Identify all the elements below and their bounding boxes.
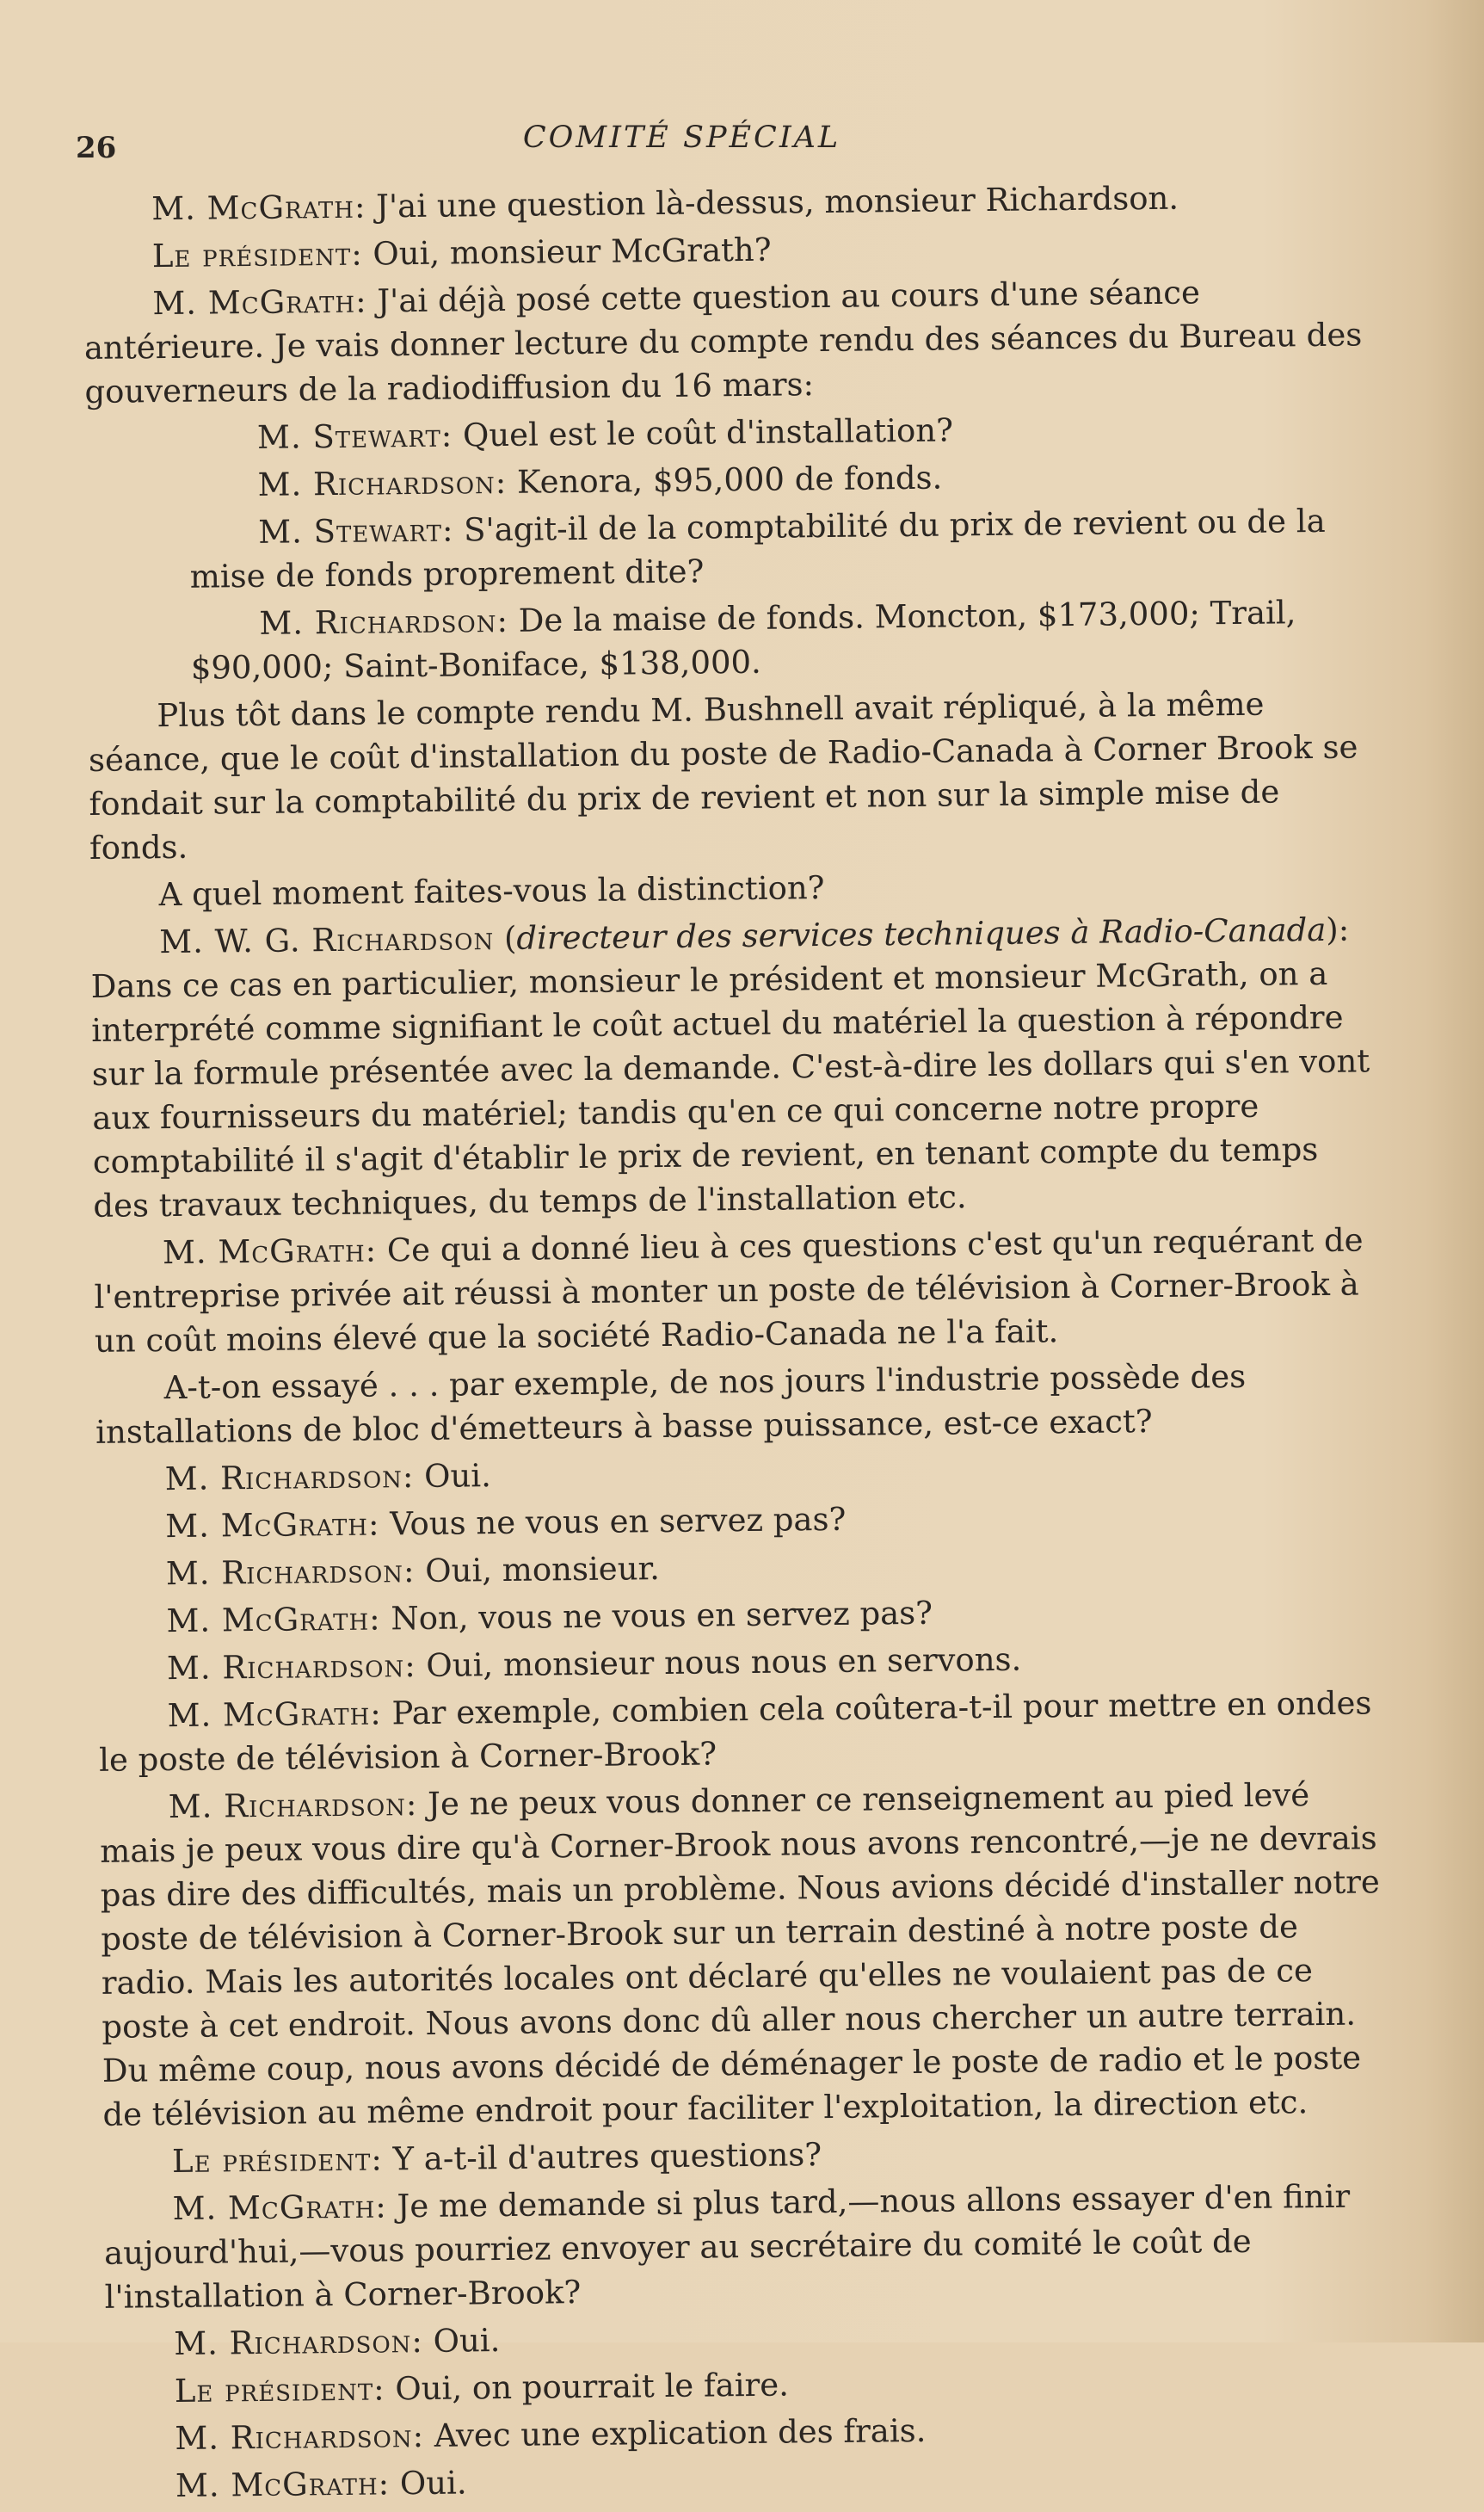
speaker-name: M. McGrath: <box>151 188 366 228</box>
speaker-name: M. W. G. Richardson <box>158 920 495 961</box>
quoted-paragraph <box>189 498 1377 598</box>
speaker-name: M. Richardson: <box>164 1458 415 1498</box>
quoted-paragraph <box>188 451 1376 507</box>
paragraph-text: : Dans ce cas en particulier, monsieur le président et monsieur McGrath, on a interprété comme signifiant le coût actuel du matériel la question à répondre sur la formule présentée avec la demande. C'est-à-dire les dollars qui s'en vont aux fournisseurs du matériel; tandis qu'en ce qui concerne notre propre comptabilité il s'agit d'établir le prix de revient, en tenant compte du temps des travaux techniques, du temps de l'installation etc. <box>90 910 1370 1225</box>
speaker-name: M. McGrath: <box>172 2188 387 2228</box>
paragraph <box>83 268 1376 414</box>
paragraph-text: J'ai une question là-dessus, monsieur Richardson. <box>366 179 1179 225</box>
paragraph-text: Oui. <box>422 2322 501 2360</box>
running-title: COMITÉ SPÉCIAL <box>522 120 841 155</box>
speaker-role: directeur des services techniques à Radio-Canada <box>516 910 1327 957</box>
paragraph <box>94 1218 1386 1363</box>
paragraph-text: Par exemple, combien cela coûtera-t-il pour mettre en ondes le poste de télévision à Corner-Brook? <box>98 1684 1372 1779</box>
paragraph <box>88 681 1380 870</box>
speaker-name: M. Richardson: <box>257 463 508 503</box>
speaker-name: Le président: <box>174 2370 385 2410</box>
paragraph-text: Avec une explication des frais. <box>423 2411 927 2454</box>
speaker-name: M. Richardson: <box>165 1552 416 1593</box>
paragraph-text: Kenora, $95,000 de fonds. <box>507 459 943 501</box>
paragraph <box>107 2451 1397 2509</box>
paragraph-text: De la maise de fonds. Moncton, $173,000; Trail, $90,000; Saint-Boniface, $138,000. <box>190 594 1296 687</box>
paragraph-text: Ce qui a donné lieu à ces questions c'est qu'un requérant de l'entreprise privée ait réussi à monter un poste de télévision à Corner-Brook à un coût moins élevé que la société Radio-Canada ne l'a fait. <box>94 1221 1364 1360</box>
speaker-name: M. Richardson: <box>259 602 509 642</box>
paragraph-text: Oui, monsieur. <box>415 1550 661 1590</box>
paragraph-text: Non, vous ne vous en servez pas? <box>380 1594 933 1638</box>
speaker-name: M. Richardson: <box>175 2416 425 2458</box>
quoted-paragraph <box>188 404 1376 460</box>
paragraph <box>99 1772 1393 2137</box>
paragraph-text: Oui. <box>414 1457 492 1496</box>
paragraph: M. W. G. Richardson (directeur des services techniques à Radio-Canada): Dans ce cas en particulier, monsieur le président et monsieur McGrath, on a interprété comme signifiant le coût actuel du matériel la question à répondre sur la formule présentée avec la demande. C'est-à-dire les dollars qui s'en vont aux fournisseurs du matériel; tandis qu'en ce qui concerne notre propre comptabilité il s'agit d'établir le prix de revient, en tenant compte du temps des travaux techniques, du temps de l'installation etc. <box>90 910 1370 1225</box>
speaker-name: M. Richardson: <box>168 1786 418 1826</box>
paragraph-text: Vous ne vous en servez pas? <box>379 1500 847 1543</box>
paragraph-text: Oui. <box>389 2464 467 2503</box>
paragraph-text: Plus tôt dans le compte rendu M. Bushnell avait répliqué, à la même séance, que le coût d'installation du poste de Radio-Canada à Corner Brook se fondait sur la comptabilité du prix de revient et non sur la simple mise de fonds. <box>88 685 1358 867</box>
transcript-body <box>83 174 1397 2512</box>
speaker-name: M. McGrath: <box>175 2465 391 2505</box>
paragraph-text: Je me demande si plus tard,—nous allons essayer d'en finir aujourd'hui,—vous pourriez envoyer au secrétaire du comité le coût de l'installation à Corner-Brook? <box>103 2177 1351 2316</box>
paragraph-text: A-t-on essayé . . . par exemple, de nos jours l'industrie possède des installations de bloc d'émetteurs à basse puissance, est-ce exact? <box>95 1357 1247 1451</box>
speaker-name: M. Richardson: <box>166 1647 416 1688</box>
paragraph <box>98 1681 1389 1782</box>
paragraph-text: Quel est le coût d'installation? <box>453 411 954 454</box>
paragraph <box>103 2174 1395 2319</box>
paragraph-text: Oui, monsieur nous nous en servons. <box>416 1640 1022 1685</box>
paragraph-text: Je ne peux vous donner ce renseignement au pied levé mais je peux vous dire qu'à Corner-Brook nous avons rencontré,—je ne devrais pas dire des difficultés, mais un problème. Nous avions décidé d'installer notre poste de télévision à Corner-Brook sur un terrain destiné à notre poste de radio. Mais les autorités locales ont déclaré qu'elles ne voulaient pas de ce poste à cet endroit. Nous avons donc dû aller nous chercher un autre terrain. Du même coup, nous avons décidé de déménager le poste de radio et le poste de télévision au même endroit pour faciliter l'exploitation, la direction etc. <box>100 1776 1381 2133</box>
speaker-name: M. Richardson: <box>174 2322 424 2363</box>
speaker-name: M. McGrath: <box>165 1505 380 1546</box>
speaker-name: M. McGrath: <box>162 1231 378 1272</box>
speaker-name: M. McGrath: <box>167 1694 382 1735</box>
paragraph-text: J'ai déjà posé cette question au cours d'une séance antérieure. Je vais donner lecture du compte rendu des séances du Bureau des gouverneurs de la radiodiffusion du 16 mars: <box>83 274 1363 410</box>
speaker-name: Le président: <box>151 235 363 275</box>
quoted-paragraph <box>190 589 1378 689</box>
speaker-name: M. Stewart: <box>257 511 454 551</box>
paragraph <box>95 1353 1386 1454</box>
speaker-name: M. McGrath: <box>166 1600 381 1640</box>
paragraph-text: Y a-t-il d'autres questions? <box>382 2136 822 2178</box>
page-number: 26 <box>76 131 117 165</box>
paragraph-text: Oui, on pourrait le faire. <box>385 2366 790 2408</box>
speaker-name: Le président: <box>171 2140 384 2181</box>
paragraph-text: S'agit-il de la comptabilité du prix de revient ou de la mise de fonds proprement dite? <box>189 502 1326 596</box>
paragraph-text: A quel moment faites-vous la distinction? <box>158 869 825 914</box>
paragraph-text: Oui, monsieur McGrath? <box>362 231 772 273</box>
speaker-name: M. Stewart: <box>256 417 453 456</box>
speaker-name: M. McGrath: <box>152 282 367 323</box>
